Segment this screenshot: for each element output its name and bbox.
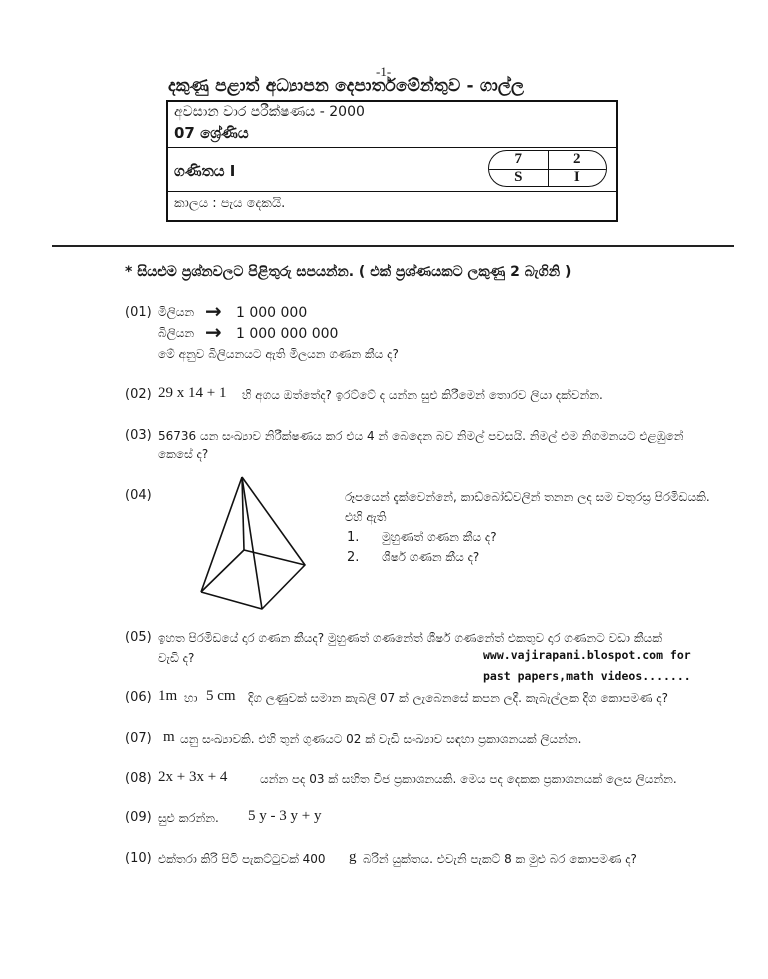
question-text: 56736 යන සංඛ්‍යාව නිරීක්ෂණය කර එය 4 න් බෙදෙන බව නිමල් පවසයි. නිමල් එම නිගමනයට එළඹුනේ <box>158 429 684 443</box>
paper-code-oval <box>488 150 607 187</box>
q1-label-million: මිලියන <box>158 305 195 319</box>
code-divider-horizontal <box>489 169 606 170</box>
arrow-right-icon: → <box>205 320 222 344</box>
question-number: (03) <box>125 428 152 443</box>
header-divider <box>168 147 616 148</box>
question-math: m <box>163 729 175 745</box>
question-number: (02) <box>125 387 152 402</box>
question-math: 29 x 14 + 1 <box>158 385 227 401</box>
question-math: 5 cm <box>206 688 236 704</box>
question-text: යනු සංඛ්‍යාවකි. එහි තුන් ගුණයට 02 ක් වැඩි සංඛ්‍යාව සඳහා ප්‍රකාශනයක් ලියන්න. <box>180 732 582 746</box>
exam-name: අවසාන වාර පරීක්ෂණය - 2000 <box>174 104 365 120</box>
question-text: හා <box>184 691 198 705</box>
code-cell-medium: S <box>514 168 523 185</box>
question-text-continued: වැඩි ද? <box>158 651 195 665</box>
question-math: 1m <box>158 688 178 704</box>
question-text: යන්න පද 03 ක් සහිත වීජ ප්‍රකාශනයකි. මෙය පද දෙකක ප්‍රකාශනයක් ලෙස ලියන්න. <box>260 772 677 786</box>
question-text: රූපයෙන් දැක්වෙන්නේ, කාඩ්බෝඩ්වලින් තනන ලද සම චතුරස්‍ර පිරමිඩයකි. <box>345 490 710 504</box>
duration-label: කාලය : පැය දෙකයි. <box>174 196 286 211</box>
code-cell-paper: I <box>573 168 580 185</box>
question-number: (04) <box>125 488 152 503</box>
question-text: ඉහත පිරමිඩයේ දාර ගණන කීයද? මුහුණත් ගණනේත් ශීර්ෂ ගණනේත් එකතුව දාර ගණනට වඩා කීයක් <box>158 631 662 645</box>
department-title: දකුණු පළාත් අධ්‍යාපන දෙපාර්තමේන්තුව - ගාල්ල <box>168 76 525 96</box>
question-math: g <box>349 849 357 865</box>
watermark-tagline: past papers,math videos....... <box>483 669 691 683</box>
question-text-continued: කෙසේ ද? <box>158 447 209 461</box>
header-divider <box>168 191 616 192</box>
question-number: (05) <box>125 630 152 645</box>
separator-rule <box>52 245 734 247</box>
question-text-continued: බරින් යුක්තය. එවැනි පැකට් 8 ක මුළු බර කොපමණ ද? <box>363 852 637 866</box>
question-number: (10) <box>125 851 152 866</box>
watermark-url: www.vajirapani.blospot.com for <box>483 648 691 662</box>
page-number: -1- <box>376 64 392 79</box>
question-math: 2x + 3x + 4 <box>158 769 228 785</box>
subitem-text: ශීර්ෂ ගණන කීය ද? <box>382 550 480 564</box>
question-number: (07) <box>125 731 152 746</box>
instructions: * සියළුම ප්‍රශ්නවලට පිළිතුරු සපයන්න. ( එක් ප්‍රශ්ණයකට ලකුණු 2 බැගිනි ) <box>125 264 572 280</box>
question-text: හි අගය ඔත්තේද? ඉරට්ටේ ද යන්න සුළු කිරීමෙන් තොරව ලියා දක්වන්න. <box>242 388 603 402</box>
question-math: 5 y - 3 y + y <box>248 808 322 824</box>
question-text: මේ අනුව බිලියනයට ඇති මිලයන ගණන කීය ද? <box>158 347 399 361</box>
arrow-right-icon: → <box>205 299 222 323</box>
subitem-number: 2. <box>347 550 360 565</box>
question-text-continued: දිග ලණුවක් සමාන කැබලි 07 ක් ලැබෙනසේ කපන ලදී. කැබැල්ලක දිග කොපමණ ද? <box>248 691 668 705</box>
question-number: (08) <box>125 771 152 786</box>
question-text: එක්තරා කිරි පිටි පැකට්ටුවක් 400 <box>158 852 326 866</box>
question-number: (01) <box>125 305 152 320</box>
subitem-number: 1. <box>347 530 360 545</box>
q1-value-billion: 1 000 000 000 <box>236 326 339 342</box>
question-number: (09) <box>125 810 152 825</box>
question-text-continued: එහි ඇති <box>345 510 387 524</box>
q1-value-million: 1 000 000 <box>236 305 308 321</box>
subitem-text: මුහුණත් ගණන කීය ද? <box>382 530 497 544</box>
exam-header-box <box>166 100 618 222</box>
q1-label-billion: බිලියන <box>158 326 195 340</box>
subject-label: ගණිතය I <box>174 162 236 180</box>
grade-label: 07 ශ්‍රේණිය <box>174 124 249 142</box>
question-number: (06) <box>125 690 152 705</box>
code-cell-term: 2 <box>573 151 581 168</box>
question-text: සුළු කරන්න. <box>158 811 219 825</box>
square-pyramid-diagram <box>190 465 320 615</box>
code-cell-grade: 7 <box>514 151 522 168</box>
